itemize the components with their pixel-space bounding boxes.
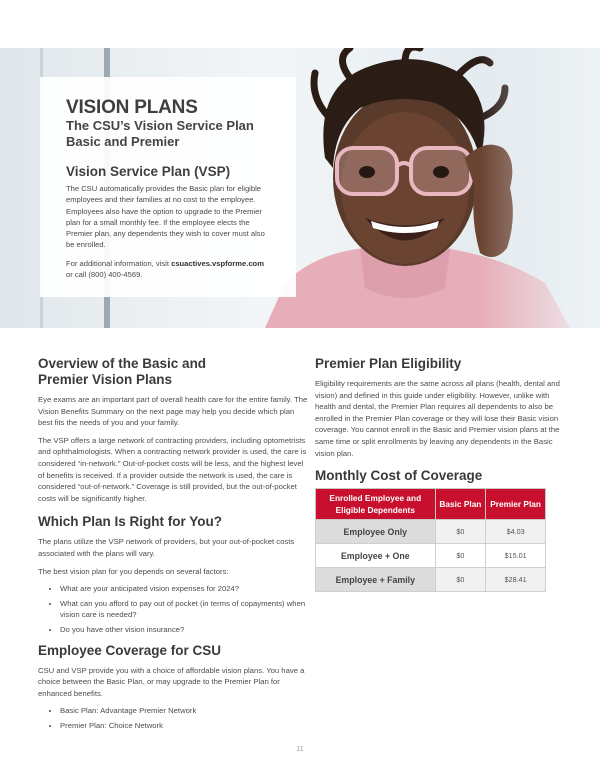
list-item: • Premier Plan: Choice Network [60, 720, 308, 732]
employee-coverage-paragraph: CSU and VSP provide you with a choice of affordable vision plans. You have a choice between the Basic Plan, or may upgrade to the Premier Plan for enhanced benefits. [38, 665, 305, 698]
vsp-description: The CSU automatically provides the Basic plan for eligible employees and their families at no cost to the employee. Employees also have the option to upgrade to the Premier plan for a small monthly fee. If the employee elects the Premier plan, any dependents they wish to cover must also be enrolled. [66, 184, 265, 250]
page-subtitle-line1: The CSU’s Vision Service Plan [66, 118, 254, 133]
basic-cost-cell: $0 [435, 520, 486, 544]
premier-cost-cell: $4.03 [486, 520, 546, 544]
monthly-cost-table [315, 488, 546, 592]
which-plan-paragraph: The plans utilize the VSP network of providers, but your out-of-pocket costs associated with the plans will vary. [38, 537, 295, 558]
basic-cost-cell: $0 [435, 544, 486, 568]
intro-card [40, 77, 296, 297]
page-number: 11 [296, 746, 304, 753]
list-item: • Basic Plan: Advantage Premier Network [60, 705, 308, 717]
table-header-row [316, 489, 546, 520]
employee-coverage-heading: Employee Coverage for CSU [38, 642, 222, 658]
basic-cost-cell: $0 [435, 568, 486, 592]
overview-paragraph: The VSP offers a large network of contracting providers, including optometrists and ophthalmologists. When a contracting network provider is used, the care is considered “in-network.” Out-of-pocket costs will be less, and the highest level of benefits is received. If a provider outside the network is used, the care is considered “out-of-network.” Coverage is still provided, but the out-of-pocket costs will be significantly higher. [38, 435, 307, 503]
page-subtitle-line2: Basic and Premier [66, 134, 180, 149]
tier-cell: Employee + Family [316, 568, 436, 592]
eligibility-section [315, 356, 570, 459]
which-plan-section [38, 514, 308, 635]
tier-cell: Employee + One [316, 544, 436, 568]
right-column [315, 356, 570, 592]
monthly-cost-section [315, 468, 570, 592]
column-header-basic: Basic Plan [435, 489, 486, 520]
overview-heading-line1: Overview of the Basic and [38, 356, 207, 371]
overview-heading [38, 356, 308, 388]
premier-cost-cell: $28.41 [486, 568, 546, 592]
list-item: • What can you afford to pay out of pocket (in terms of copayments) when vision care is needed? [60, 598, 308, 621]
column-header-premier: Premier Plan [486, 489, 546, 520]
table-row [316, 520, 546, 544]
contact-phone: or call (800) 400-4569. [66, 270, 143, 280]
networks-list [38, 705, 308, 731]
overview-heading-line2: Premier Vision Plans [38, 372, 173, 387]
monthly-cost-heading: Monthly Cost of Coverage [315, 468, 483, 484]
factors-list [38, 583, 308, 635]
eligibility-heading: Premier Plan Eligibility [315, 356, 462, 371]
which-plan-heading: Which Plan Is Right for You? [38, 514, 222, 530]
column-header-tier: Enrolled Employee and Eligible Dependents [316, 489, 436, 520]
table-row [316, 544, 546, 568]
contact-info [66, 258, 270, 281]
list-item: • Do you have other vision insurance? [60, 624, 308, 636]
page-title: VISION PLANS [66, 97, 198, 118]
table-row [316, 568, 546, 592]
contact-prefix: For additional information, visit [66, 258, 172, 268]
list-item: • What are your anticipated vision expenses for 2024? [60, 583, 308, 595]
vsp-website-link[interactable]: csuactives.vspforme.com [171, 258, 264, 268]
left-column [38, 356, 308, 738]
tier-cell: Employee Only [316, 520, 436, 544]
eligibility-paragraph: Eligibility requirements are the same across all plans (health, dental and vision) and defined in this guide under eligibility. However, unlike with health and dental, the Premier Plan requires all dependents to also be enrolled in the Premier Plan coverage or they will lose their Basic vision coverage. You cannot enroll in the Basic and Premier vision plans at the same time or split enrollments by leaving any dependents in the Basic vision plan. [315, 379, 560, 458]
overview-paragraph: Eye exams are an important part of overall health care for the entire family. The Vision Benefits Summary on the next page may help you decide which plan best fits the needs of you and your family. [38, 395, 308, 428]
background-light [480, 48, 600, 328]
vsp-heading: Vision Service Plan (VSP) [66, 164, 231, 179]
premier-cost-cell: $15.01 [486, 544, 546, 568]
overview-section [38, 356, 308, 504]
employee-coverage-section [38, 643, 308, 732]
which-plan-paragraph: The best vision plan for you depends on several factors: [38, 566, 229, 576]
